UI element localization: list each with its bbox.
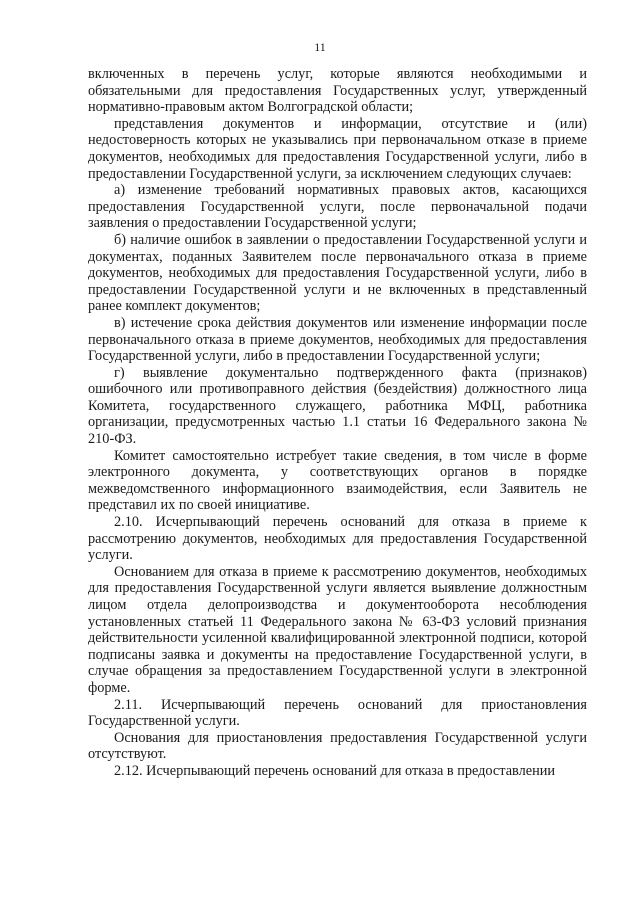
- list-item-v: в) истечение срока действия документов или изменение информации после первоначального отказа в приеме документов, необходимых для предоставления Государственной услуги, либо в предоставлении Государственной услуги;: [88, 314, 587, 365]
- document-body: [88, 66, 587, 780]
- paragraph-suspension-grounds: Основания для приостановления предоставления Государственной услуги отсутствуют.: [88, 729, 587, 763]
- list-item-b: б) наличие ошибок в заявлении о предоставлении Государственной услуги и документах, поданных Заявителем после первоначального отказа в приеме документов, необходимых для предоставления Государственной услуги, либо в предоставлении Государственной услуги и не включенных в представленный ранее комплект документов;: [88, 231, 587, 315]
- section-heading-2-10: 2.10. Исчерпывающий перечень оснований для отказа в приеме к рассмотрению документов, необходимых для предоставления Государственной услуги.: [88, 514, 587, 564]
- paragraph-committee-requests: Комитет самостоятельно истребует такие сведения, в том числе в форме электронного документа, у соответствующих органов в порядке межведомственного информационного взаимодействия, если Заявитель не представил их по своей инициативе.: [88, 447, 587, 514]
- list-item-a: а) изменение требований нормативных правовых актов, касающихся предоставления Государственной услуги, после первоначальной подачи заявления о предоставлении Государственной услуги;: [88, 182, 587, 232]
- page-number: 11: [314, 40, 326, 54]
- section-heading-2-12: 2.12. Исчерпывающий перечень оснований для отказа в предоставлении: [114, 762, 556, 779]
- paragraph-refusal-grounds: Основанием для отказа в приеме к рассмотрению документов, необходимых для предоставления Государственной услуги является выявление должностным лицом отдела делопроизводства и документооборота несоблюдения установленных статьей 11 Федерального закона № 63-ФЗ условий признания действительности усиленной квалифицированной электронной подписи, которой подписаны заявка и документы на предоставление Государственной услуги, в случае обращения за предоставлением Государственной услуги в электронной форме.: [88, 563, 587, 696]
- paragraph-documents-not-indicated: представления документов и информации, отсутствие и (или) недостоверность которых не указывались при первоначальном отказе в приеме документов, необходимых для предоставления Государственной услуги, либо в предоставлении Государственной услуги, за исключением следующих случаев:: [88, 115, 587, 182]
- paragraph-continuation: включенных в перечень услуг, которые являются необходимыми и обязательными для предоставления Государственных услуг, утвержденный нормативно-правовым актом Волгоградской области;: [88, 66, 587, 116]
- section-heading-2-11: 2.11. Исчерпывающий перечень оснований для приостановления Государственной услуги.: [88, 696, 587, 730]
- list-item-g: г) выявление документально подтвержденного факта (признаков) ошибочного или противоправного действия (бездействия) должностного лица Комитета, государственного служащего, работника МФЦ, работника организации, предусмотренных частью 1.1 статьи 16 Федерального закона № 210-ФЗ.: [88, 364, 587, 448]
